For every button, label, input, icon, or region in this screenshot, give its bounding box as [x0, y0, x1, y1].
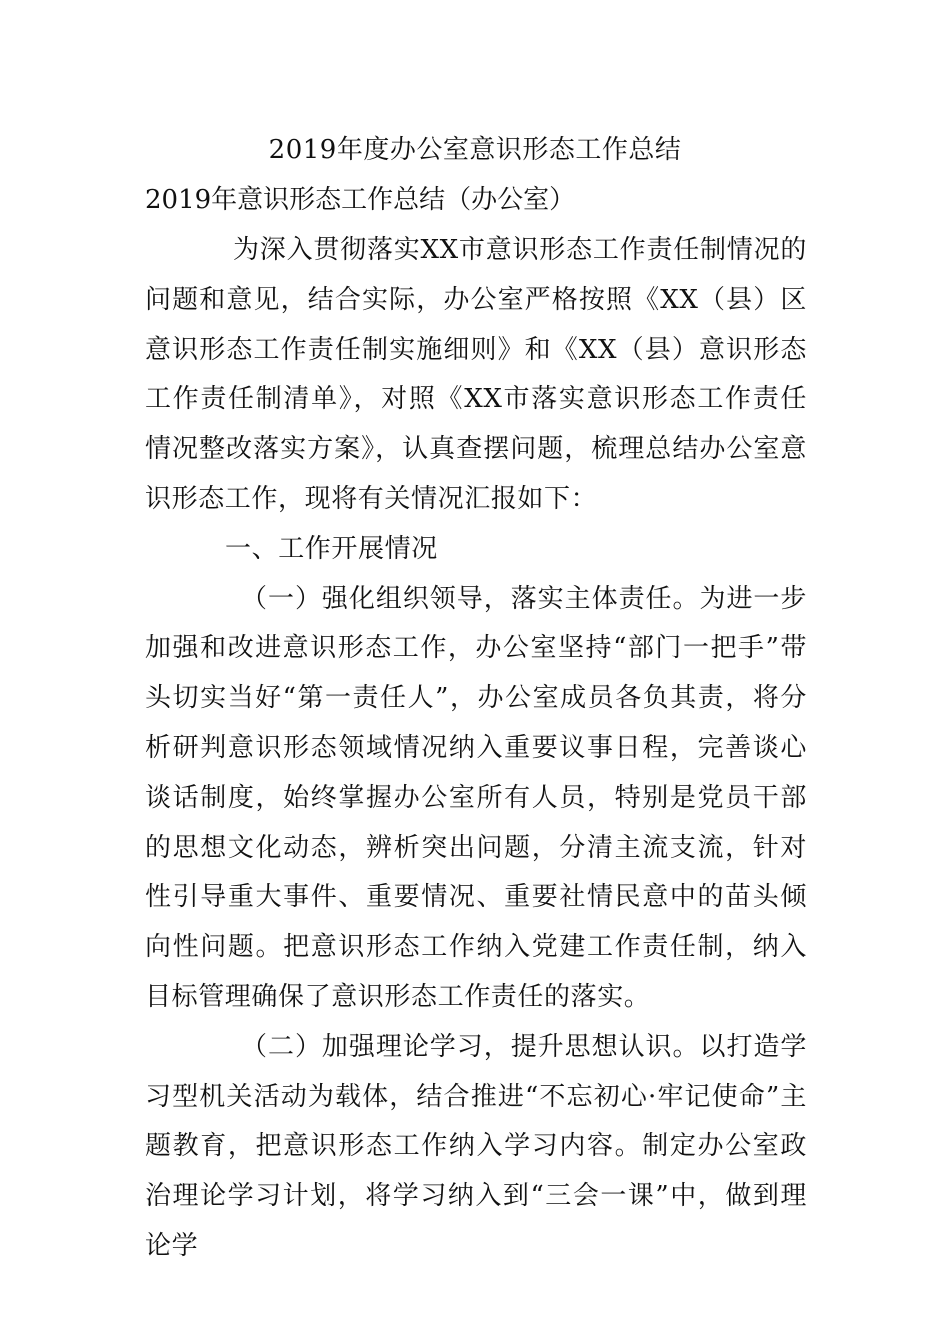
paragraph-organization-leadership: （一）强化组织领导，落实主体责任。为进一步加强和改进意识形态工作，办公室坚持“部门一把手”带头切实当好“第一责任人”，办公室成员各负其责，将分析研判意识形态领域情况纳入重要议事日程，完善谈心谈话制度，始终掌握办公室所有人员，特别是党员干部的思想文化动态，辨析突出问题，分清主流支流，针对性引导重大事件、重要情况、重要社情民意中的苗头倾向性问题。把意识形态工作纳入党建工作责任制，纳入目标管理确保了意识形态工作责任的落实。	[145, 583, 807, 1012]
document-title: 2019年度办公室意识形态工作总结	[268, 135, 682, 165]
document-body	[145, 226, 807, 1272]
document-subtitle: 2019年意识形态工作总结（办公室）	[145, 185, 576, 215]
paragraph-theory-study: （二）加强理论学习，提升思想认识。以打造学习型机关活动为载体，结合推进“不忘初心·牢记使命”主题教育，把意识形态工作纳入学习内容。制定办公室政治理论学习计划，将学习纳入到“三会一课”中，做到理论学	[145, 1031, 807, 1261]
intro-paragraph: 为深入贯彻落实XX市意识形态工作责任制情况的问题和意见，结合实际，办公室严格按照《XX（县）区意识形态工作责任制实施细则》和《XX（县）意识形态工作责任制清单》，对照《XX市落实意识形态工作责任情况整改落实方案》，认真查摆问题，梳理总结办公室意识形态工作，现将有关情况汇报如下：	[145, 235, 807, 514]
section-heading-work-progress: 一、工作开展情况	[225, 533, 438, 564]
